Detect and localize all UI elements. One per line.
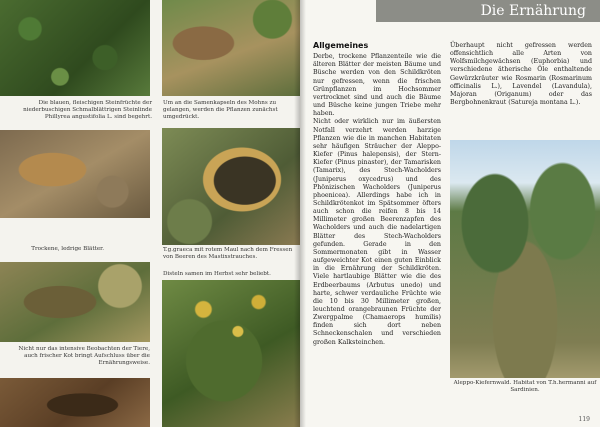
paragraph-3: Überhaupt nicht gefressen werden offensichtlich alle Arten von Wolfsmilchgewächsen (Euphorbia) und verschiedene ätherische Öle enthaltende Gewürzkräuter wie Rosmarin (Rosmarinum officinalis L.), Lavendel (Lavandula), Majoran (Origanum) oder das Bergbohnenkraut (Satureja montana L.). <box>450 42 592 107</box>
caption-dry-leaves: Trockene, ledrige Blätter. <box>31 246 104 252</box>
paragraph-1: Derbe, trockene Pflanzenteile wie die älteren Blätter der meisten Bäume und Büsche werden von den Schildkröten nur gefressen, wenn die frischen Grünpflanzen im Hochsommer vertrocknet sind und auch die Bäume und Büsche keine jungen Triebe mehr haben. <box>313 53 441 118</box>
photo-droppings <box>0 378 150 427</box>
chapter-header <box>376 0 600 22</box>
caption-observation: Nicht nur das intensive Beobachten der Tiere, auch frischer Kot bringt Aufschluss über die Ernährungsweise. <box>18 346 150 366</box>
photo-tortoise-red-mouth <box>162 128 300 245</box>
photo-steinlinde-berries <box>0 0 150 96</box>
text-column-2 <box>450 42 592 107</box>
photo-tortoise-poppy <box>162 0 300 96</box>
paragraph-2: Nicht oder wirklich nur im äußersten Notfall verzehrt werden harzige Pflanzen wie die in manchen Habitaten sehr häufigen Sträucher der Aleppo-Kiefer (Pinus halepensis), der Stern-Kiefer (Pinus pinaster), der Tamarisken (Tamarix), des Stech-Wacholders (Juniperus oxycedrus) und des Phönizischen Wacholders (Juniperus phoenicea). Allerdings habe ich in Schildkrötenkot im Spätsommer öfters auch schon die reifen 8 bis 14 Millimeter großen Beerenzapfen des Wacholders und auch die nadelartigen Blätter des Stech-Wacholders gefunden. Gerade in den Sommermonaten gibt in Wasser aufgeweichter Kot einen guten Einblick in die Ernährung der Schildkröten. Viele hartlaubige Blätter wie die des Erdbeerbaums (Arbutus unedo) und harte, schwer verdauliche Früchte wie die 10 bis 30 Millimeter großen, leuchtend orangebraunen Früchte der Zwergpalme (Chamaerops humilis) finden sich dort neben Schneckenschalen und verschieden großen Kalksteinchen. <box>313 118 441 346</box>
photo-aleppo-pine-forest <box>450 140 600 378</box>
photo-thistles <box>162 280 300 427</box>
chapter-title: Die Ernährung <box>480 3 586 19</box>
page-number: 119 <box>578 416 590 423</box>
caption-thistle: Disteln samen im Herbst sehr beliebt. <box>163 271 271 277</box>
caption-red-mouth: T.g.graeca mit rotem Maul nach dem Fressen von Beeren des Mastixstrauches. <box>163 247 293 260</box>
caption-steinlinde: Die blauen, fleischigen Steinfrüchte der niederbuschigen Schmalblättrigen Steinlinde Phillyrea angustifolia L. sind begehrt. <box>23 100 152 120</box>
section-title: Allgemeines <box>313 41 369 50</box>
photo-tortoise-in-grass <box>0 262 150 342</box>
text-column-1 <box>313 42 441 347</box>
photo-dry-leaves-tortoise <box>0 130 150 218</box>
caption-aleppo: Aleppo-Kiefernwald. Habitat von T.h.hermanni auf Sardinien. <box>453 380 597 393</box>
caption-poppy: Um an die Samenkapseln des Mohns zu gelangen, werden die Pflanzen zunächst umgedrückt. <box>163 100 278 120</box>
